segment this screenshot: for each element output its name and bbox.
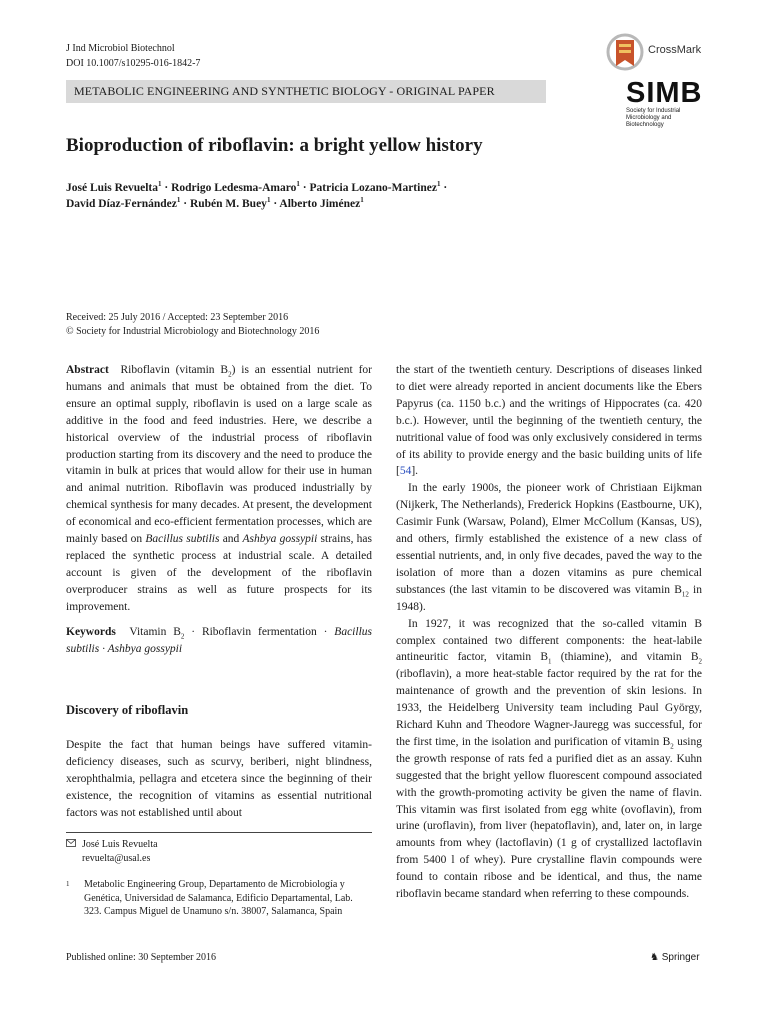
- springer-horse-icon: ♞: [650, 952, 659, 963]
- publisher-logo: [650, 952, 700, 963]
- body-sub: 2: [698, 657, 703, 666]
- publication-dates: [66, 311, 319, 339]
- abstract-text: ) is an essential nutrient for humans and animals that must be obtained from the diet. To ensure an optimal supply, riboflavin is used on a large scale as additive in the food and feed industries. Here, we describe a historical overview of the industrial process of riboflavin production starting from its discovery and the need to produce the vitamin in bulk at prices that would allow for their use in human and animal nutrition. Riboflavin was produced industrially by chemical synthesis for many decades. At present, the development of economical and eco-efficient fermentation processes, which are mainly based on: [66, 364, 372, 546]
- author-name[interactable]: José Luis Revuelta: [66, 182, 158, 194]
- copyright-notice: © Society for Industrial Microbiology and Biotechnology 2016: [66, 326, 320, 337]
- keywords-label: Keywords: [66, 625, 116, 638]
- crossmark-icon: [606, 32, 644, 72]
- body-text: (thiamine), and vitamin B: [551, 651, 699, 664]
- section-heading: Discovery of riboflavin: [66, 703, 189, 717]
- abstract-text: strains, has replaced the synthetic process at industrial scale. A detailed account is given of the development of the riboflavin overproducer strains as well as future prospects for its improvement.: [66, 533, 372, 613]
- author-affil-sup: 1: [176, 196, 181, 205]
- author-list: [66, 180, 506, 212]
- doi-link[interactable]: DOI 10.1007/s10295-016-1842-7: [66, 58, 201, 69]
- species-name: Bacillus subtilis: [145, 533, 220, 546]
- body-text: ].: [411, 465, 419, 478]
- publisher-name: Springer: [661, 952, 700, 963]
- author-name[interactable]: Rodrigo Ledesma-Amaro: [171, 182, 297, 194]
- body-text: in 1948).: [396, 583, 702, 613]
- keyword: Bacillus subtilis · Ashbya gossypii: [66, 625, 372, 655]
- affiliation-number: 1: [66, 880, 70, 888]
- body-text: the start of the twentieth century. Descriptions of diseases linked to diet were already reported in ancient documents like the Ebers Papyrus (ca. 1150 b.c.) and the writings of Hippocrates (ca. 420 b.c.). However, until the beginning of the twentieth century, the nutritional value of food was only exclusively considered in terms of its ability to provide energy and the basic building units of life [: [396, 364, 702, 478]
- citation-link[interactable]: 54: [399, 465, 412, 478]
- body-sub: 1: [548, 657, 552, 666]
- discovery-text: Despite the fact that human beings have suffered vitamin-deficiency diseases, such as scurvy, beriberi, night blindness, xerophthalmia, pellagra and etcetera since the beginning of their existence, the recognition of vitamins as essential nutritional factors was not established until about: [66, 739, 372, 819]
- journal-name: J Ind Microbiol Biotechnol: [66, 43, 175, 54]
- body-paragraph: [396, 362, 702, 480]
- species-name: Ashbya gossypii: [242, 533, 318, 546]
- body-paragraph: [396, 616, 702, 903]
- crossmark-button[interactable]: [606, 32, 706, 72]
- article-title: Bioproduction of riboflavin: a bright yellow history: [66, 135, 483, 156]
- discovery-paragraph: [66, 737, 372, 822]
- author-affil-sup: 1: [436, 180, 441, 189]
- section-bar-label: METABOLIC ENGINEERING AND SYNTHETIC BIOLOGY - ORIGINAL PAPER: [74, 84, 495, 98]
- abstract-text: Riboflavin (vitamin B: [120, 364, 229, 376]
- envelope-icon: [66, 838, 76, 852]
- abstract-block: [66, 362, 372, 657]
- author-name[interactable]: Alberto Jiménez: [279, 198, 361, 210]
- affiliation-text: Metabolic Engineering Group, Departamento de Microbiología y Genética, Universidad de Salamanca, Edificio Departamental, Lab. 323. Campus Miguel de Unamuno s/n. 38007, Salamanca, Spain: [84, 879, 353, 917]
- body-text: In the early 1900s, the pioneer work of Christiaan Eijkman (Nijkerk, The Netherlands), Frederick Hopkins (Eastbourne, UK), Casimir Funk (Warsaw, Poland), Elmer McCollum (Kansas, US), and others, firmly established the existence of a new class of essential nutrients, and, in only five decades, paved the way to the isolation of more than a dozen vitamins as pure chemical substances (the last vitamin to be discovered was vitamin B: [396, 482, 702, 596]
- right-column: [396, 362, 702, 903]
- author-affil-sup: 1: [296, 180, 300, 189]
- author-name[interactable]: Rubén M. Buey: [189, 198, 267, 210]
- body-text: using the growth response of rats fed a purified diet as an assay. Kuhn suggested that the bright yellow fluorescent compound associated with the growth-promoting activity be given the name of flavin. This vitamin was first isolated from egg white (ovoflavin), from urine (uroflavin), from liver (hepatoflavin), and, later on, in large amounts from whey (lactoflavin) (1 g of crystallized lactoflavin from 5400 l of whey). Pure crystalline flavin compounds were found to contain ribose and be identical, and thus, the name riboflavin became standard when referring to these compounds.: [396, 735, 702, 901]
- keyword: · Riboflavin fermentation ·: [184, 625, 335, 638]
- author-affil-sup: 1: [360, 196, 364, 205]
- footnote-divider: [66, 832, 372, 833]
- received-accepted: Received: 25 July 2016 / Accepted: 23 September 2016: [66, 312, 289, 323]
- keyword: Vitamin B: [129, 625, 181, 638]
- body-sub: 12: [681, 590, 689, 599]
- correspondence: [66, 838, 158, 866]
- keywords-paragraph: [66, 624, 372, 658]
- author-line-1: José Luis Revuelta$^1$ · Rodrigo Ledesma-Amaro$^1$ · Patricia Lozano-Martinez$^1$ ·: [66, 180, 448, 194]
- simb-subtitle: Society for Industrial Microbiology and Biotechnology: [626, 108, 681, 128]
- author-line-2: David Díaz-Fernández$^1$ · Rubén M. Buey$^1$ · Alberto Jiménez$^1$: [66, 196, 364, 210]
- corresponding-author: [66, 838, 158, 852]
- section-bar: [66, 80, 546, 103]
- author-name[interactable]: David Díaz-Fernández: [66, 198, 177, 210]
- author-affil-sup: 1: [158, 180, 162, 189]
- abstract-text: and: [219, 533, 243, 546]
- simb-logo: [626, 78, 716, 129]
- author-name[interactable]: Patricia Lozano-Martinez: [309, 182, 437, 194]
- abstract-paragraph: [66, 362, 372, 616]
- keyword-sub: 2: [180, 631, 185, 640]
- author-affil-sup: 1: [266, 196, 271, 205]
- body-sub: 2: [670, 742, 674, 751]
- journal-header: [66, 41, 200, 71]
- abstract-sub: 2: [228, 370, 232, 379]
- body-text: (riboflavin), a more heat-stable factor required by the rat for the maintenance of growth and the prevention of skin lesions. In 1933, the Heidelberg University team including Paul György, Richard Kuhn and Theodore Wagner-Jauregg was successful, for the first time, in the isolation and purification of vitamin B: [396, 668, 702, 748]
- simb-logo-text: SIMB: [626, 77, 703, 109]
- published-online: Published online: 30 September 2016: [66, 952, 216, 963]
- abstract-label: Abstract: [66, 364, 109, 376]
- corresponding-email[interactable]: revuelta@usal.es: [82, 853, 151, 864]
- corresponding-author-name: José Luis Revuelta: [82, 839, 158, 850]
- body-paragraph: [396, 480, 702, 615]
- crossmark-label: CrossMark: [648, 44, 702, 56]
- body-text: In 1927, it was recognized that the so-called vitamin B complex contained two different components: the heat-labile antineuritic factor, vitamin B: [396, 617, 702, 664]
